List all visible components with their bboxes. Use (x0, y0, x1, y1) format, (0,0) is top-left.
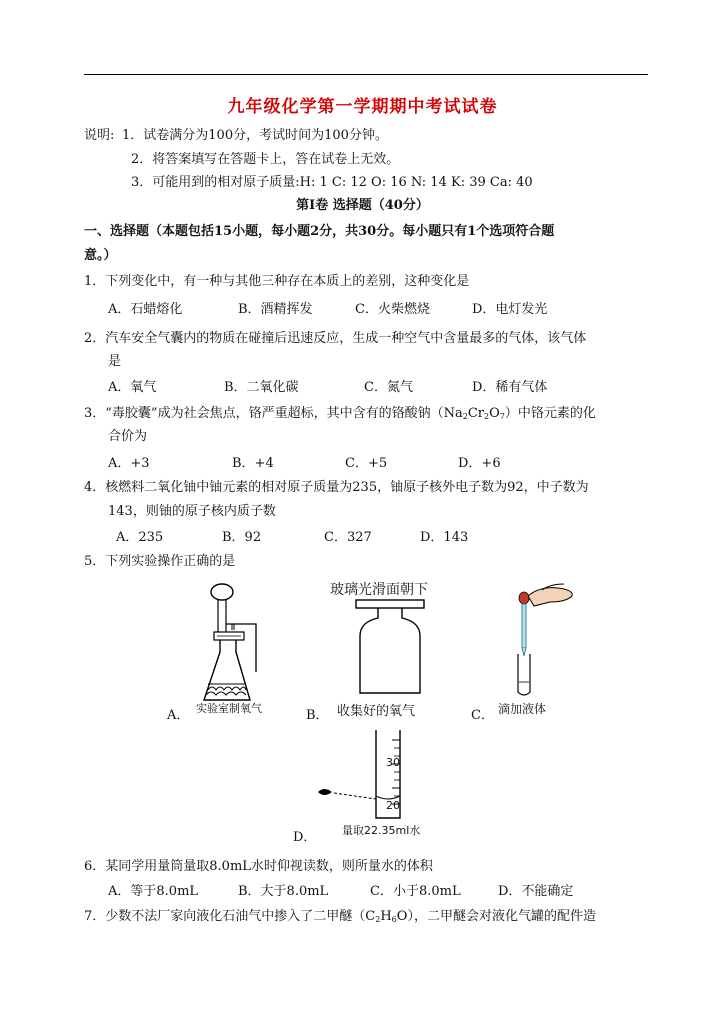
figure-d-tick-label-30: 30 (386, 756, 400, 769)
q2-option-b: B．二氧化碳 (224, 380, 299, 395)
question-3-stem-suffix: ）中铬元素的化 (504, 406, 596, 421)
chemical-formula: $Na_2Cr_2O_7$ (443, 406, 505, 421)
figure-c-caption: 滴加液体 (498, 702, 547, 716)
figure-d-tick-label-20: 20 (386, 799, 400, 812)
question-4-stem: 4．核燃料二氧化铀中铀元素的相对原子质量为235，铀原子核外电子数为92，中子数为 (84, 480, 589, 495)
q4-option-b: B．92 (222, 530, 262, 545)
figure-c-dropper (500, 582, 580, 702)
q4-option-d: D．143 (420, 530, 469, 545)
q3-option-d: D．+6 (458, 456, 501, 471)
figure-b-letter: B． (306, 708, 329, 723)
q4-option-a: A．235 (116, 530, 164, 545)
q4-option-c: C．327 (324, 530, 372, 545)
q3-option-c: C．+5 (345, 456, 388, 471)
notes-label: 说明: (84, 128, 115, 143)
question-2-stem: 2．汽车安全气囊内的物质在碰撞后迅速反应，生成一种空气中含量最多的气体，该气体 (84, 331, 587, 346)
figure-c-letter: C． (471, 708, 494, 723)
note-2: 2．将答案填写在答题卡上，答在试卷上无效。 (131, 152, 400, 167)
note-1: 1．试卷满分为100分，考试时间为100分钟。 (122, 128, 388, 143)
q1-option-c: C．火柴燃烧 (355, 302, 430, 317)
figure-a-letter: A． (167, 708, 190, 723)
question-1-stem: 1．下列变化中，有一种与其他三种存在本质上的差别，这种变化是 (84, 274, 470, 289)
figure-b-caption: 收集好的氧气 (337, 704, 416, 719)
note-3: 3．可能用到的相对原子质量:H: 1 C: 12 O: 16 N: 14 K: 39 Ca: 40 (131, 175, 533, 190)
question-7-stem-prefix: 7．少数不法厂家向液化石油气中掺入了二甲醚（ (84, 909, 366, 924)
q2-option-c: C．氮气 (364, 380, 413, 395)
question-3-stem-cont: 合价为 (108, 429, 148, 444)
q3-option-a: A．+3 (108, 456, 150, 471)
question-4-stem-cont: 143，则铀的原子核内质子数 (108, 504, 276, 519)
q2-option-a: A．氧气 (108, 380, 157, 395)
section-heading: 第Ⅰ卷 选择题（40分） (296, 198, 429, 213)
q6-option-a: A．等于8.0mL (108, 884, 199, 899)
question-3-stem (84, 402, 596, 421)
part-heading-cont: 意。） (84, 248, 117, 263)
question-5-stem: 5．下列实验操作正确的是 (84, 554, 236, 569)
q1-option-b: B．酒精挥发 (238, 302, 313, 317)
q6-option-b: B．大于8.0mL (238, 884, 329, 899)
q6-option-d: D．不能确定 (498, 884, 574, 899)
figure-a-caption: 实验室制氧气 (196, 702, 262, 715)
figure-b-top-label: 玻璃光滑面朝下 (330, 582, 428, 598)
top-rule (84, 74, 648, 75)
q2-option-d: D．稀有气体 (472, 380, 548, 395)
figure-d-letter: D． (293, 830, 317, 845)
part-heading: 一、选择题（本题包括15小题，每小题2分，共30分。每小题只有1个选项符合题 (84, 224, 555, 239)
q3-option-b: B．+4 (232, 456, 274, 471)
question-2-stem-cont: 是 (108, 354, 122, 369)
figure-d-caption: 量取22.35ml水 (342, 824, 421, 837)
q1-option-d: D．电灯发光 (472, 302, 548, 317)
figure-a-flask (196, 580, 306, 720)
exam-title: 九年级化学第一学期期中考试试卷 (227, 97, 498, 117)
question-7-stem (84, 905, 596, 924)
figure-b-bottle (350, 598, 430, 698)
question-3-stem-prefix: 3．“毒胶囊”成为社会焦点，铬严重超标，其中含有的铬酸钠（ (84, 406, 444, 421)
question-7-stem-suffix: ），二甲醚会对液化气罐的配件造 (407, 909, 596, 924)
q1-option-a: A．石蜡熔化 (108, 302, 183, 317)
chemical-formula: $C_2H_6O$ (365, 909, 408, 924)
q6-option-c: C．小于8.0mL (370, 884, 461, 899)
question-6-stem: 6．某同学用量筒量取8.0mL水时仰视读数，则所量水的体积 (84, 859, 433, 874)
